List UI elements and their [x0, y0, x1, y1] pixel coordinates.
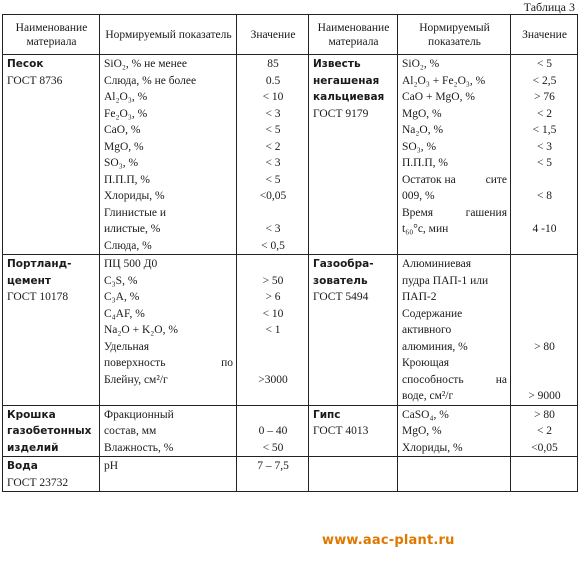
value-line: 4 -10	[532, 223, 557, 235]
indicator-line: П.П.П, %	[402, 157, 448, 169]
indicator-line: Кроющая	[402, 357, 450, 369]
indicator-line: активного	[402, 324, 452, 336]
indicator-cell-left-0	[100, 55, 237, 255]
material-cell-right-3	[309, 457, 398, 492]
materials-table	[2, 14, 578, 492]
table-row	[3, 255, 578, 406]
indicator-line: C₃S, %	[104, 274, 138, 287]
value-line: <0,05	[259, 190, 287, 202]
material-name-line: ГОСТ 5494	[313, 291, 369, 303]
value-line: < 3	[536, 140, 553, 153]
material-name-line: цемент	[7, 274, 51, 287]
value-cell-left-3	[237, 457, 309, 492]
material-name-line: Песок	[7, 58, 44, 70]
value-line: < 5	[536, 157, 553, 169]
value-line: 0.5	[265, 74, 281, 87]
indicator-line: pH	[104, 460, 119, 472]
indicator-line: Содержание	[402, 307, 463, 320]
indicator-cell-right-1	[398, 255, 511, 406]
indicator-line: t₆₀°с, мин	[402, 223, 449, 235]
indicator-line: состав, мм	[104, 425, 157, 437]
value-cell-left-0	[237, 55, 309, 255]
indicator-line: Фракционный	[104, 408, 174, 421]
indicator-cell-right-3	[398, 457, 511, 492]
value-line: < 5	[265, 124, 281, 136]
indicator-line: Fe₂O₃, %	[104, 107, 148, 120]
value-line: > 6	[265, 291, 281, 303]
indicator-line: алюминия, %	[402, 340, 468, 353]
value-line: <0,05	[531, 441, 558, 454]
value-line: > 80	[534, 408, 555, 421]
value-line	[515, 322, 574, 339]
value-line: < 2	[265, 140, 281, 153]
indicator-line: Влажность, %	[104, 441, 174, 454]
material-name-line: ГОСТ 4013	[313, 425, 369, 437]
indicator-line: способность на	[402, 373, 507, 386]
indicator-line: C₄AF, %	[104, 307, 145, 320]
value-line	[515, 172, 574, 189]
indicator-cell-right-0	[398, 55, 511, 255]
material-name-line: кальциевая	[313, 91, 385, 103]
value-line: < 5	[265, 173, 281, 186]
value-line: < 3	[265, 223, 281, 235]
indicator-line: SiO₂, % не менее	[104, 58, 187, 70]
indicator-line: Al₂O₃ + Fe₂O₃, %	[402, 74, 486, 87]
value-cell-left-1	[237, 255, 309, 406]
value-line: > 50	[262, 274, 284, 287]
material-name-line: Известь	[313, 58, 361, 70]
value-line	[241, 339, 305, 356]
indicator-cell-left-2	[100, 405, 237, 457]
value-line: < 8	[536, 190, 553, 202]
material-cell-left-0	[3, 55, 100, 255]
indicator-line: пудра ПАП-1 или	[402, 274, 489, 287]
indicator-line: C₃A, %	[104, 291, 140, 303]
indicator-line: Алюминиевая	[402, 258, 471, 270]
header-indicator-right: Нормируемый показатель	[398, 15, 511, 55]
indicator-line: 009, %	[402, 190, 435, 202]
material-cell-left-3	[3, 457, 100, 492]
value-line	[515, 306, 574, 323]
material-name-line: Газообра-	[313, 258, 374, 270]
value-line	[515, 289, 574, 306]
table-row	[3, 405, 578, 457]
indicator-cell-right-2	[398, 405, 511, 457]
material-name-line: негашеная	[313, 74, 380, 87]
indicator-line: Хлориды, %	[104, 190, 165, 202]
indicator-line: CaO + MgO, %	[402, 91, 475, 103]
value-line: < 10	[262, 307, 284, 320]
indicator-line: П.П.П, %	[104, 173, 150, 186]
header-material-right: Наименование материала	[309, 15, 398, 55]
material-name-line: Гипс	[313, 408, 341, 421]
value-line	[515, 355, 574, 372]
material-cell-right-0	[309, 55, 398, 255]
value-line: < 2,5	[532, 74, 557, 87]
indicator-line: Al₂O₃, %	[104, 91, 148, 103]
value-line: < 50	[262, 441, 284, 454]
value-line: >3000	[258, 373, 288, 386]
header-material-left: Наименование материала	[3, 15, 100, 55]
value-cell-left-2	[237, 405, 309, 457]
material-name-line: зователь	[313, 274, 368, 287]
value-cell-right-0	[511, 55, 578, 255]
value-line: < 1,5	[532, 124, 557, 136]
value-line: 7 – 7,5	[257, 460, 289, 472]
indicator-line: CaSO₄, %	[402, 408, 449, 421]
value-line	[515, 273, 574, 290]
indicator-line: Na₂O + K₂O, %	[104, 324, 178, 336]
indicator-cell-left-3	[100, 457, 237, 492]
material-cell-left-1	[3, 255, 100, 406]
indicator-line: SO₃, %	[104, 157, 139, 169]
value-line: > 76	[534, 91, 555, 103]
value-line: > 80	[534, 340, 555, 353]
value-cell-right-3	[511, 457, 578, 492]
value-line	[241, 407, 305, 424]
indicator-line: Слюда, % не более	[104, 74, 197, 87]
material-name-line: изделий	[7, 441, 59, 454]
value-line	[515, 372, 574, 389]
header-value-left: Значение	[237, 15, 309, 55]
value-line: < 0,5	[261, 239, 285, 252]
value-line	[241, 355, 305, 372]
indicator-line: Слюда, %	[104, 239, 152, 252]
material-name-line: Крошка	[7, 408, 56, 421]
value-line: < 3	[265, 107, 281, 120]
value-line: < 3	[265, 157, 281, 169]
material-name-line: Портланд-	[7, 258, 72, 270]
value-cell-right-2	[511, 405, 578, 457]
value-line: < 10	[262, 91, 284, 103]
value-line: > 9000	[528, 390, 561, 402]
table-row	[3, 457, 578, 492]
indicator-cell-left-1	[100, 255, 237, 406]
header-row	[3, 15, 578, 55]
indicator-line: илистые, %	[104, 223, 161, 235]
indicator-line: Остаток на сите	[402, 173, 507, 186]
indicator-line: MgO, %	[402, 107, 442, 120]
material-name-line: газобетонных	[7, 425, 92, 437]
value-line	[515, 256, 574, 273]
value-line: < 2	[536, 107, 553, 120]
indicator-line: SO₃, %	[402, 140, 437, 153]
value-line: < 1	[265, 324, 281, 336]
material-name-line: Вода	[7, 460, 38, 472]
indicator-line: Глинистые и	[104, 206, 166, 219]
indicator-line: Время гашения	[402, 206, 507, 219]
material-cell-right-2	[309, 405, 398, 457]
header-indicator-left: Нормируемый показатель	[100, 15, 237, 55]
material-name-line: ГОСТ 23732	[7, 476, 69, 489]
indicator-line: воде, см²/г	[402, 390, 454, 402]
material-cell-right-1	[309, 255, 398, 406]
indicator-line: MgO, %	[402, 425, 442, 437]
value-line: 0 – 40	[258, 425, 288, 437]
indicator-line: Хлориды, %	[402, 441, 463, 454]
value-line	[515, 205, 574, 222]
indicator-line: SiO₂, %	[402, 58, 440, 70]
table-body	[3, 55, 578, 492]
indicator-line: Удельная	[104, 340, 150, 353]
site-watermark: www.aac-plant.ru	[322, 533, 455, 548]
indicator-line: Блейну, см²/г	[104, 373, 168, 386]
material-name-line: ГОСТ 9179	[313, 107, 369, 120]
indicator-line: ПЦ 500 Д0	[104, 258, 158, 270]
table-row	[3, 55, 578, 255]
indicator-line: CaO, %	[104, 124, 141, 136]
material-cell-left-2	[3, 405, 100, 457]
indicator-line: поверхность по	[104, 357, 233, 369]
value-line: < 5	[536, 58, 553, 70]
material-name-line: ГОСТ 10178	[7, 291, 69, 303]
value-line	[241, 205, 305, 222]
indicator-line: Na₂O, %	[402, 124, 444, 136]
indicator-line: MgO, %	[104, 140, 144, 153]
value-line: < 2	[536, 425, 553, 437]
indicator-line: ПАП-2	[402, 291, 437, 303]
table-caption: Таблица 3	[523, 0, 575, 14]
material-name-line: ГОСТ 8736	[7, 74, 63, 87]
header-value-right: Значение	[511, 15, 578, 55]
value-line	[241, 256, 305, 273]
value-line: 85	[267, 58, 279, 70]
value-cell-right-1	[511, 255, 578, 406]
